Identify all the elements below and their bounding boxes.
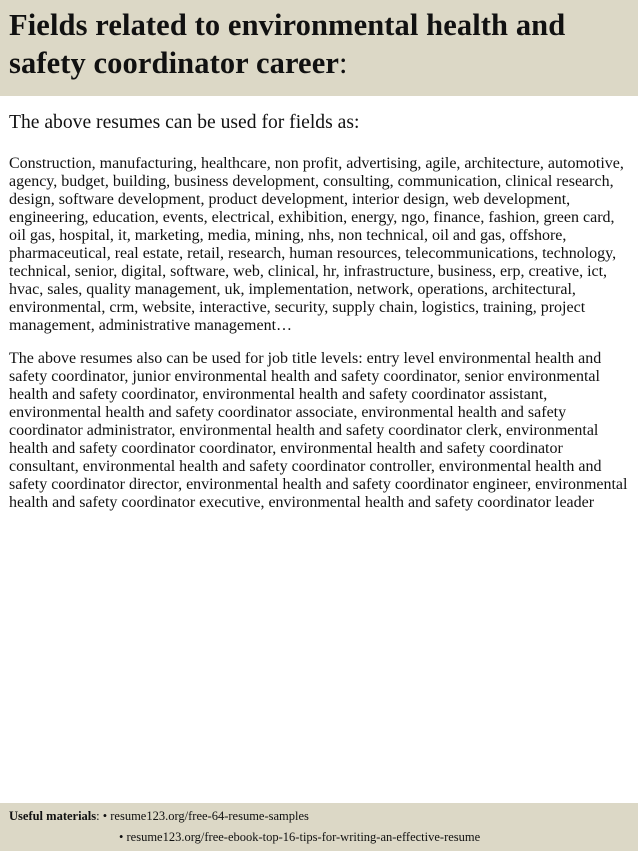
- footer-line-1: [9, 806, 309, 826]
- intro-text: The above resumes can be used for fields as:: [9, 112, 360, 133]
- footer-link-ebook[interactable]: • resume123.org/free-ebook-top-16-tips-for-writing-an-effective-resume: [119, 830, 481, 844]
- body-text-region: [9, 155, 633, 803]
- page-title: [9, 6, 629, 82]
- fields-paragraph: Construction, manufacturing, healthcare, non profit, advertising, agile, architecture, automotive, agency, budget, building, business development, consulting, communication, clinical research, design, software development, product development, interior design, web development, engineering, education, events, electrical, exhibition, energy, ngo, finance, fashion, green card, oil gas, hospital, it, marketing, media, mining, nhs, non technical, oil and gas, offshore, pharmaceutical, real estate, retail, research, human resources, telecommunications, technology, technical, senior, digital, software, web, clinical, hr, infrastructure, business, erp, creative, ict, hvac, sales, quality management, uk, implementation, network, operations, architectural, environmental, crm, website, interactive, security, supply chain, logistics, training, project management, administrative management…: [9, 155, 624, 334]
- page-title-text: Fields related to environmental health and safety coordinator career: [9, 8, 566, 80]
- footer-separator: :: [96, 809, 103, 823]
- job-levels-paragraph: The above resumes also can be used for job title levels: entry level environmental health and safety coordinator, junior environmental health and safety coordinator, senior environmental health and safety coordinator, environmental health and safety coordinator assistant, environmental health and safety coordinator associate, environmental health and safety coordinator administrator, environmental health and safety coordinator clerk, environmental health and safety coordinator coordinator, environmental health and safety coordinator consultant, environmental health and safety coordinator controller, environmental health and safety coordinator director, environmental health and safety coordinator engineer, environmental health and safety coordinator executive, environmental health and safety coordinator leader: [9, 350, 628, 511]
- footer-link-resume-samples[interactable]: • resume123.org/free-64-resume-samples: [102, 809, 309, 823]
- footer-banner: [0, 803, 638, 851]
- useful-materials-label: Useful materials: [9, 809, 97, 823]
- footer-line-2: [119, 827, 480, 847]
- title-banner: [0, 0, 638, 96]
- content-area: [9, 110, 633, 147]
- page-title-colon: :: [338, 46, 348, 80]
